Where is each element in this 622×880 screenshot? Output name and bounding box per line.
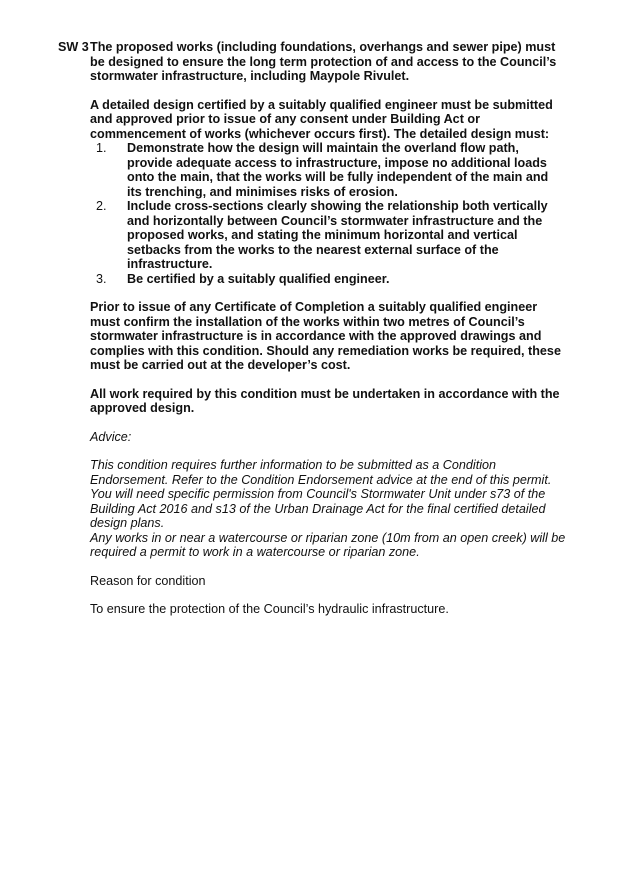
condition-id: SW 3 bbox=[58, 40, 89, 54]
all-work-paragraph: All work required by this condition must be undertaken in accordance with the approved design. bbox=[90, 386, 560, 415]
list-item-text: Include cross-sections clearly showing the relationship both vertically and horizontally between Council’s stormwater infrastructure and the proposed works, and stating the minimum horizontal and vertical setbacks from the works to the nearest external surface of the infrastructure. bbox=[127, 199, 548, 271]
list-item-number: 1. bbox=[96, 141, 107, 155]
detailed-design-paragraph: A detailed design certified by a suitably qualified engineer must be submitted and approved prior to issue of any consent under Building Act or commencement of works (whichever occurs first). The detailed design must: bbox=[90, 97, 553, 141]
list-item-text: Be certified by a suitably qualified engineer. bbox=[127, 271, 390, 286]
advice-text-1: This condition requires further information to be submitted as a Condition Endorsement. Refer to the Condition Endorsement advice at the end of this permit. You will need specific permission from Council's Stormwater Unit under s73 of the Building Act 2016 and s13 of the Urban Drainage Act for the final certified detailed design plans. bbox=[90, 458, 552, 530]
list-item bbox=[90, 141, 566, 199]
condition-intro: The proposed works (including foundations, overhangs and sewer pipe) must be designed to ensure the long term protection of and access to the Council’s stormwater infrastructure, including Maypole Rivulet. bbox=[90, 40, 557, 83]
list-item-number: 2. bbox=[96, 199, 107, 213]
reason-text: To ensure the protection of the Council’s hydraulic infrastructure. bbox=[90, 602, 449, 616]
list-item-text: Demonstrate how the design will maintain the overland flow path, provide adequate access to infrastructure, impose no additional loads onto the main, that the works will be fully independent of the main and its trenching, and minimises risks of erosion. bbox=[127, 141, 549, 199]
advice-text-2: Any works in or near a watercourse or riparian zone (10m from an open creek) will be required a permit to work in a watercourse or riparian zone. bbox=[90, 530, 566, 559]
list-item bbox=[90, 272, 566, 287]
reason-label: Reason for condition bbox=[90, 573, 206, 588]
requirements-list bbox=[90, 141, 566, 286]
condition-body bbox=[90, 40, 566, 617]
list-item bbox=[90, 199, 566, 272]
completion-paragraph: Prior to issue of any Certificate of Completion a suitably qualified engineer must confirm the installation of the works within two metres of Council’s stormwater infrastructure is in accordance with the approved drawings and complies with this condition. Should any remediation works be required, these must be carried out at the developer’s cost. bbox=[90, 300, 561, 372]
list-item-number: 3. bbox=[96, 271, 107, 286]
advice-label: Advice: bbox=[90, 429, 132, 444]
